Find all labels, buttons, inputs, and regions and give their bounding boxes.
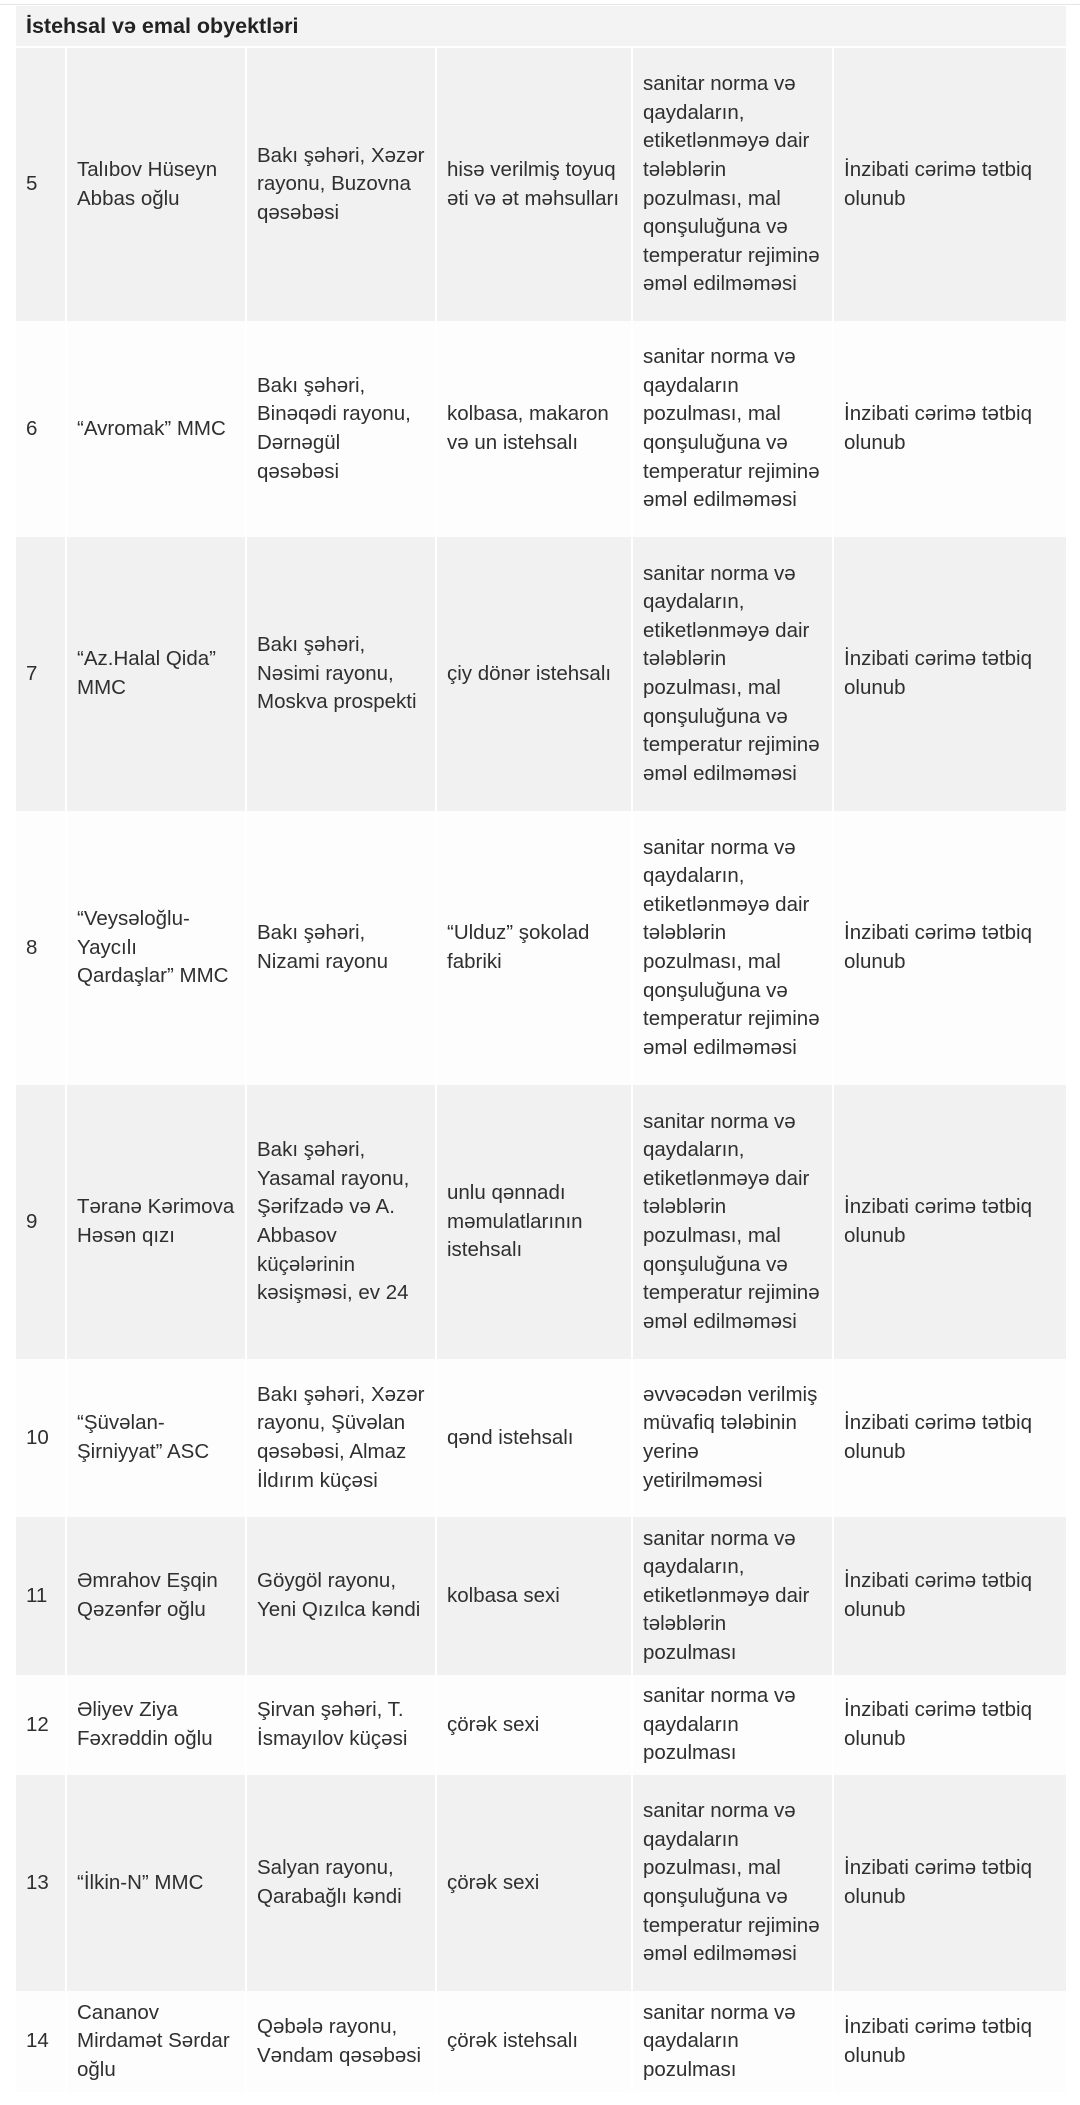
cell-number: 6 [16, 321, 66, 537]
cell-activity: unlu qənnadı məmulatlarının istehsalı [436, 1085, 632, 1359]
table-row [16, 1775, 1066, 1991]
inspection-table [16, 6, 1066, 2092]
table-row [16, 47, 1066, 321]
cell-result: İnzibati cərimə tətbiq olunub [833, 1775, 1066, 1991]
cell-number: 8 [16, 811, 66, 1085]
table-row [16, 1517, 1066, 1675]
cell-activity: kolbasa sexi [436, 1517, 632, 1675]
cell-entity-name: “Avromak” MMC [66, 321, 246, 537]
cell-activity: kolbasa, makaron və un istehsalı [436, 321, 632, 537]
cell-entity-name: Təranə Kərimova Həsən qızı [66, 1085, 246, 1359]
cell-result: İnzibati cərimə tətbiq olunub [833, 1991, 1066, 2092]
cell-address: Bakı şəhəri, Xəzər rayonu, Şüvəlan qəsəbəsi, Almaz İldırım küçəsi [246, 1359, 436, 1517]
cell-number: 12 [16, 1675, 66, 1775]
cell-violation: sanitar norma və qaydaların, etiketlənməyə dair tələblərin pozulması [632, 1517, 833, 1675]
table-row [16, 1085, 1066, 1359]
cell-violation: sanitar norma və qaydaların pozulması [632, 1675, 833, 1775]
cell-address: Bakı şəhəri, Nizami rayonu [246, 811, 436, 1085]
cell-result: İnzibati cərimə tətbiq olunub [833, 47, 1066, 321]
cell-activity: çörək istehsalı [436, 1991, 632, 2092]
cell-result: İnzibati cərimə tətbiq olunub [833, 1517, 1066, 1675]
cell-number: 11 [16, 1517, 66, 1675]
cell-address: Bakı şəhəri, Yasamal rayonu, Şərifzadə və A. Abbasov küçələrinin kəsişməsi, ev 24 [246, 1085, 436, 1359]
cell-violation: sanitar norma və qaydaların, etiketlənməyə dair tələblərin pozulması, mal qonşuluğuna və temperatur rejiminə əməl edilməməsi [632, 537, 833, 811]
table-row [16, 1359, 1066, 1517]
table-row [16, 321, 1066, 537]
cell-result: İnzibati cərimə tətbiq olunub [833, 537, 1066, 811]
cell-entity-name: Əliyev Ziya Fəxrəddin oğlu [66, 1675, 246, 1775]
cell-result: İnzibati cərimə tətbiq olunub [833, 1675, 1066, 1775]
cell-violation: sanitar norma və qaydaların, etiketlənməyə dair tələblərin pozulması, mal qonşuluğuna və temperatur rejiminə əməl edilməməsi [632, 1085, 833, 1359]
cell-number: 13 [16, 1775, 66, 1991]
cell-activity: qənd istehsalı [436, 1359, 632, 1517]
cell-entity-name: Talıbov Hüseyn Abbas oğlu [66, 47, 246, 321]
table-row [16, 1991, 1066, 2092]
cell-activity: çiy dönər istehsalı [436, 537, 632, 811]
cell-number: 9 [16, 1085, 66, 1359]
cell-address: Şirvan şəhəri, T. İsmayılov küçəsi [246, 1675, 436, 1775]
top-divider [0, 4, 1080, 5]
cell-address: Bakı şəhəri, Xəzər rayonu, Buzovna qəsəbəsi [246, 47, 436, 321]
cell-entity-name: “Veysəloğlu-Yaycılı Qardaşlar” MMC [66, 811, 246, 1085]
cell-entity-name: “Az.Halal Qida” MMC [66, 537, 246, 811]
cell-activity: hisə verilmiş toyuq əti və ət məhsulları [436, 47, 632, 321]
cell-address: Bakı şəhəri, Binəqədi rayonu, Dərnəgül qəsəbəsi [246, 321, 436, 537]
cell-address: Qəbələ rayonu, Vəndam qəsəbəsi [246, 1991, 436, 2092]
cell-number: 7 [16, 537, 66, 811]
cell-entity-name: “Şüvəlan-Şirniyyat” ASC [66, 1359, 246, 1517]
cell-activity: “Ulduz” şokolad fabriki [436, 811, 632, 1085]
cell-violation: sanitar norma və qaydaların pozulması [632, 1991, 833, 2092]
cell-number: 14 [16, 1991, 66, 2092]
cell-address: Salyan rayonu, Qarabağlı kəndi [246, 1775, 436, 1991]
cell-number: 10 [16, 1359, 66, 1517]
table-row [16, 537, 1066, 811]
cell-entity-name: “İlkin-N” MMC [66, 1775, 246, 1991]
table-row [16, 1675, 1066, 1775]
section-header-row [16, 6, 1066, 47]
table-row [16, 811, 1066, 1085]
cell-address: Göygöl rayonu, Yeni Qızılca kəndi [246, 1517, 436, 1675]
cell-address: Bakı şəhəri, Nəsimi rayonu, Moskva prospekti [246, 537, 436, 811]
cell-violation: sanitar norma və qaydaların, etiketlənməyə dair tələblərin pozulması, mal qonşuluğuna və temperatur rejiminə əməl edilməməsi [632, 47, 833, 321]
cell-entity-name: Əmrahov Eşqin Qəzənfər oğlu [66, 1517, 246, 1675]
section-title: İstehsal və emal obyektləri [16, 6, 1066, 47]
cell-result: İnzibati cərimə tətbiq olunub [833, 811, 1066, 1085]
cell-violation: sanitar norma və qaydaların pozulması, mal qonşuluğuna və temperatur rejiminə əməl edilməməsi [632, 1775, 833, 1991]
table-body [16, 6, 1066, 2092]
cell-activity: çörək sexi [436, 1775, 632, 1991]
cell-number: 5 [16, 47, 66, 321]
cell-activity: çörək sexi [436, 1675, 632, 1775]
cell-violation: sanitar norma və qaydaların, etiketlənməyə dair tələblərin pozulması, mal qonşuluğuna və temperatur rejiminə əməl edilməməsi [632, 811, 833, 1085]
cell-result: İnzibati cərimə tətbiq olunub [833, 1085, 1066, 1359]
cell-result: İnzibati cərimə tətbiq olunub [833, 321, 1066, 537]
cell-entity-name: Cananov Mirdamət Sərdar oğlu [66, 1991, 246, 2092]
cell-violation: əvvəcədən verilmiş müvafiq tələbinin yerinə yetirilməməsi [632, 1359, 833, 1517]
cell-violation: sanitar norma və qaydaların pozulması, mal qonşuluğuna və temperatur rejiminə əməl edilməməsi [632, 321, 833, 537]
cell-result: İnzibati cərimə tətbiq olunub [833, 1359, 1066, 1517]
